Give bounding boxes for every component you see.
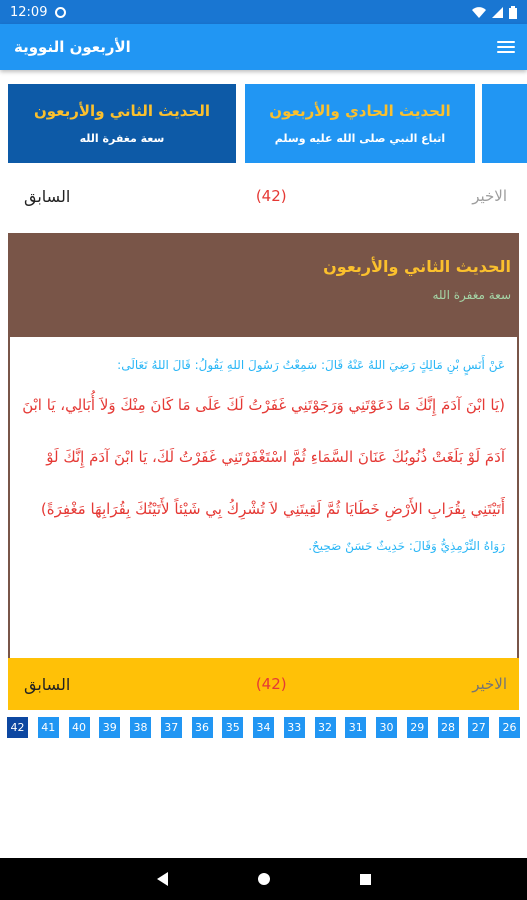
- hadith-text: (يَا ابْنَ آدَمَ إِنَّكَ مَا دَعَوْتَنِي وَرَجَوْتَنِي غَفَرْتُ لَكَ عَلَى مَا كَانَ مِنْكَ وَلاَ أُبَالِي، يَا ابْنَ آدَمَ لَوْ بَلَغَتْ ذُنُوبُكَ عَنَانَ السَّمَاءِ ثُمَّ اسْتَغْفَرْتَنِي غَفَرْتُ لَكَ، يَا ابْنَ آدَمَ إِنَّكَ لَوْ أَتَيْتَنِي بِقُرَابِ الأَرْضِ خَطَايَا ثُمَّ لَقِيتَنِي لاَ تُشْرِكُ بِي شَيْئاً لأَتَيْتُكَ بِقُرَابِهَا مَغْفِرَةً): [22, 396, 505, 518]
- page-button-36[interactable]: 36: [192, 717, 213, 738]
- page-button-37[interactable]: 37: [161, 717, 182, 738]
- card-title: الحديث الحادي والأربعون: [269, 102, 451, 120]
- page-button-32[interactable]: 32: [315, 717, 336, 738]
- top-nav-row: [0, 172, 527, 220]
- hadith-carousel[interactable]: [0, 84, 527, 164]
- app-title: الأربعون النووية: [14, 38, 131, 56]
- bottom-nav-row: [8, 658, 519, 710]
- notification-icon: [55, 7, 66, 18]
- page-button-35[interactable]: 35: [222, 717, 243, 738]
- app-bar: [0, 24, 527, 70]
- card-subtitle: اتباع النبي صلى الله عليه وسلم: [274, 132, 446, 145]
- last-button-bottom[interactable]: الاخير: [472, 675, 507, 693]
- back-icon[interactable]: [157, 872, 168, 886]
- prev-button[interactable]: السابق: [24, 186, 71, 206]
- page-button-39[interactable]: 39: [99, 717, 120, 738]
- hadith-counter-bottom: (42): [255, 675, 287, 693]
- recents-icon[interactable]: [360, 874, 371, 885]
- system-nav-bar: [0, 858, 527, 900]
- hadith-narrator: عَنْ أَنَسٍ بْنِ مَالِكٍ رَضِيَ اللهُ عَنْهُ قَالَ: سَمِعْتُ رَسُولَ اللهِ يَقُولُ: قَالَ اللهُ تَعَالَى:: [117, 358, 505, 372]
- page-button-41[interactable]: 41: [38, 717, 59, 738]
- page-selector: [0, 717, 527, 741]
- prev-button-bottom[interactable]: السابق: [24, 674, 71, 694]
- menu-icon[interactable]: [497, 41, 515, 53]
- hadith-title: الحديث الثاني والأربعون: [323, 257, 511, 276]
- status-time: 12:09: [10, 4, 48, 20]
- page-button-27[interactable]: 27: [468, 717, 489, 738]
- signal-icon: [492, 7, 503, 18]
- hadith-header: [8, 233, 519, 337]
- page-button-38[interactable]: 38: [130, 717, 151, 738]
- home-icon[interactable]: [258, 873, 270, 885]
- page-button-31[interactable]: 31: [345, 717, 366, 738]
- page-button-30[interactable]: 30: [376, 717, 397, 738]
- hadith-content: [8, 337, 519, 658]
- hadith-card-41[interactable]: [245, 84, 475, 163]
- battery-icon: [509, 6, 517, 19]
- page-button-40[interactable]: 40: [69, 717, 90, 738]
- page-button-42[interactable]: 42: [7, 717, 28, 738]
- hadith-card-42[interactable]: [8, 84, 236, 163]
- hadith-subtitle: سعة مغفرة الله: [432, 288, 511, 302]
- page-button-28[interactable]: 28: [438, 717, 459, 738]
- page-button-34[interactable]: 34: [253, 717, 274, 738]
- last-button[interactable]: الاخير: [472, 187, 507, 205]
- hadith-card-partial[interactable]: [482, 84, 527, 163]
- page-button-26[interactable]: 26: [499, 717, 520, 738]
- hadith-source: رَوَاهُ التِّرْمِذِيُّ وَقَالَ: حَدِيثٌ حَسَنٌ صَحِيحٌ.: [308, 539, 505, 553]
- card-title: الحديث الثاني والأربعون: [33, 102, 211, 120]
- page-button-29[interactable]: 29: [407, 717, 428, 738]
- page-button-33[interactable]: 33: [284, 717, 305, 738]
- wifi-icon: [472, 7, 486, 18]
- hadith-counter: (42): [255, 187, 287, 205]
- card-subtitle: سعة مغفرة الله: [79, 132, 165, 145]
- status-bar: [0, 0, 527, 24]
